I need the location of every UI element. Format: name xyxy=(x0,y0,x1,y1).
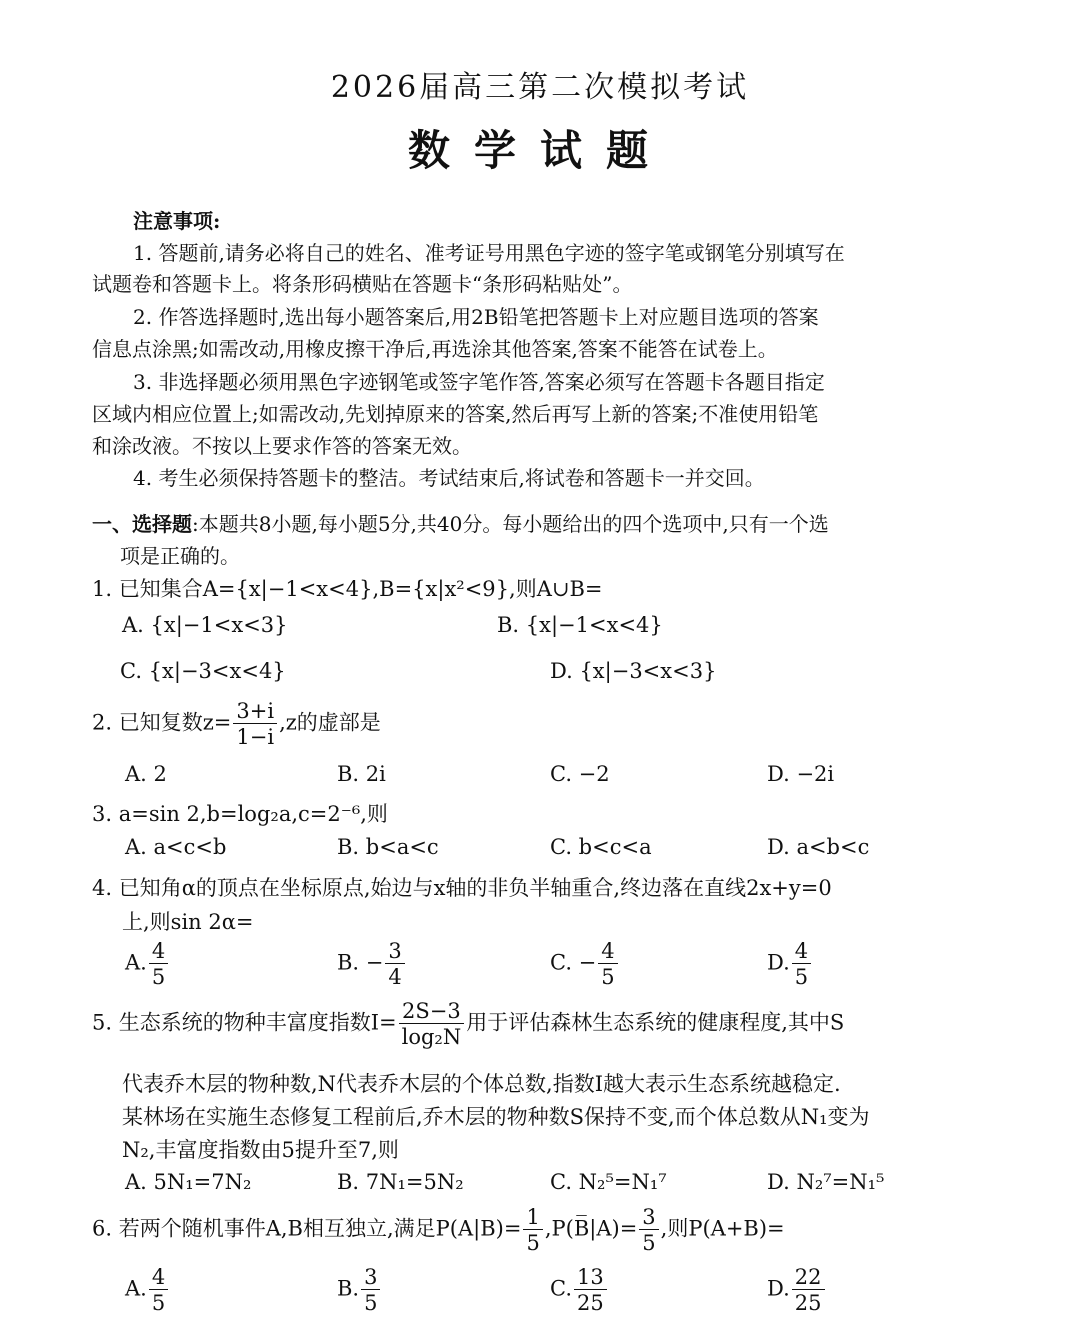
q4-option-c-den: 5 xyxy=(601,965,615,990)
q3-option-c: C. b<c<a xyxy=(550,835,652,859)
q4-option-b-label: B. − xyxy=(337,950,384,975)
exam-title: 2026届高三第二次模拟考试 xyxy=(330,70,750,105)
q4-option-c-fraction xyxy=(598,940,617,988)
q5-denominator: log₂N xyxy=(401,1025,462,1050)
note-1-line-2: 试题卷和答题卡上。将条形码横贴在答题卡“条形码粘贴处”。 xyxy=(92,272,633,296)
q6-option-c-den: 25 xyxy=(577,1291,604,1316)
q6-option-c-label: C. xyxy=(550,1276,572,1301)
q5-stem-line-2: 代表乔木层的物种数,N代表乔木层的个体总数,指数I越大表示生态系统越稳定. xyxy=(122,1072,841,1096)
q2-fraction xyxy=(233,700,277,748)
q1-option-d: D. {x|−3<x<3} xyxy=(550,659,717,683)
q4-option-d-fraction xyxy=(792,940,811,988)
section-1-label: 一、选择题 xyxy=(92,512,192,536)
q1-stem: 1. 已知集合A={x|−1<x<4},B={x|x²<9},则A∪B= xyxy=(92,577,603,601)
q6-fraction-2-den: 5 xyxy=(642,1231,656,1256)
q4-option-b xyxy=(337,940,407,988)
q5-stem-line-3: 某林场在实施生态修复工程前后,乔木层的物种数S保持不变,而个体总数从N₁变为 xyxy=(122,1105,870,1129)
q4-option-d-num: 4 xyxy=(792,940,811,964)
q2-denominator: 1−i xyxy=(236,725,275,750)
q6-option-d-fraction xyxy=(792,1266,825,1314)
section-1-line-2: 项是正确的。 xyxy=(120,544,240,568)
q6-mid: ,P(B̅|A)= xyxy=(544,1216,638,1241)
q2-numerator: 3+i xyxy=(233,700,277,724)
q6-tail: ,则P(A+B)= xyxy=(660,1216,785,1241)
q6-option-c-num: 13 xyxy=(574,1266,607,1290)
note-2-line-2: 信息点涂黑;如需改动,用橡皮擦干净后,再选涂其他答案,答案不能答在试卷上。 xyxy=(92,337,778,361)
q5-option-c: C. N₂⁵=N₁⁷ xyxy=(550,1170,667,1194)
q1-option-b: B. {x|−1<x<4} xyxy=(497,613,663,637)
note-2-line-1: 2. 作答选择题时,选出每小题答案后,用2B铅笔把答题卡上对应题目选项的答案 xyxy=(133,305,819,329)
q6-option-c-fraction xyxy=(574,1266,607,1314)
q5-option-d: D. N₂⁷=N₁⁵ xyxy=(767,1170,885,1194)
q4-option-b-num: 3 xyxy=(385,940,404,964)
q4-option-b-den: 4 xyxy=(388,965,402,990)
q2-option-b: B. 2i xyxy=(337,762,386,786)
q4-option-c-num: 4 xyxy=(598,940,617,964)
q6-fraction-1 xyxy=(523,1206,542,1254)
q5-option-b: B. 7N₁=5N₂ xyxy=(337,1170,464,1194)
q4-option-a xyxy=(125,940,170,988)
subject-title: 数学试题 xyxy=(407,126,672,175)
q4-option-a-den: 5 xyxy=(151,965,166,990)
q3-option-a: A. a<c<b xyxy=(125,835,227,859)
q2-lead: 2. 已知复数z= xyxy=(92,710,232,735)
q6-option-b xyxy=(337,1266,382,1314)
q4-stem-line-1: 4. 已知角α的顶点在坐标原点,始边与x轴的非负半轴重合,终边落在直线2x+y=0 xyxy=(92,876,832,900)
q6-option-a xyxy=(125,1266,170,1314)
q6-fraction-1-den: 5 xyxy=(526,1231,540,1256)
note-3-line-1: 3. 非选择题必须用黑色字迹钢笔或签字笔作答,答案必须写在答题卡各题目指定 xyxy=(133,370,825,394)
q6-option-a-num: 4 xyxy=(149,1266,168,1290)
q4-option-c-label: C. − xyxy=(550,950,597,975)
q5-stem-line-4: N₂,丰富度指数由5提升至7,则 xyxy=(122,1138,399,1162)
q6-option-b-den: 5 xyxy=(364,1291,378,1316)
note-1-line-1: 1. 答题前,请务必将自己的姓名、准考证号用黑色字迹的签字笔或钢笔分别填写在 xyxy=(133,241,845,265)
q5-option-a: A. 5N₁=7N₂ xyxy=(125,1170,252,1194)
q4-option-d-label: D. xyxy=(767,950,790,975)
q2-tail: ,z的虚部是 xyxy=(279,710,381,735)
q6-stem xyxy=(92,1206,785,1254)
note-3-line-2: 区域内相应位置上;如需改动,先划掉原来的答案,然后再写上新的答案;不准使用铅笔 xyxy=(92,402,819,426)
q3-stem: 3. a=sin 2,b=log₂a,c=2⁻⁶,则 xyxy=(92,802,388,826)
q5-stem-line-1 xyxy=(92,1000,844,1048)
q6-option-a-fraction xyxy=(149,1266,168,1314)
q2-option-a: A. 2 xyxy=(125,762,167,786)
q4-option-a-num: 4 xyxy=(149,940,168,964)
q2-option-c: C. −2 xyxy=(550,762,610,786)
q3-option-b: B. b<a<c xyxy=(337,835,439,859)
q6-option-d-num: 22 xyxy=(792,1266,825,1290)
q4-option-d-den: 5 xyxy=(794,965,809,990)
q4-option-a-fraction xyxy=(149,940,168,988)
q4-option-d xyxy=(767,940,813,988)
section-1-line-1 xyxy=(92,508,829,537)
q6-fraction-2 xyxy=(639,1206,658,1254)
q6-fraction-1-num: 1 xyxy=(523,1206,542,1230)
q6-option-b-label: B. xyxy=(337,1276,360,1301)
q6-option-c xyxy=(550,1266,609,1314)
note-3-line-3: 和涂改液。不按以上要求作答的答案无效。 xyxy=(92,434,472,458)
q4-stem-line-2: 上,则sin 2α= xyxy=(122,910,254,934)
q2-option-d: D. −2i xyxy=(767,762,835,786)
section-1-desc: :本题共8小题,每小题5分,共40分。每小题给出的四个选项中,只有一个选 xyxy=(192,512,829,536)
q5-numerator: 2S−3 xyxy=(399,1000,464,1024)
q1-option-a: A. {x|−1<x<3} xyxy=(122,613,288,637)
q6-option-d-label: D. xyxy=(767,1276,790,1301)
q1-option-c: C. {x|−3<x<4} xyxy=(120,659,286,683)
q6-fraction-2-num: 3 xyxy=(639,1206,658,1230)
note-4: 4. 考生必须保持答题卡的整洁。考试结束后,将试卷和答题卡一并交回。 xyxy=(133,466,765,490)
q2-stem xyxy=(92,700,381,748)
q6-option-d-den: 25 xyxy=(794,1291,822,1316)
q6-lead: 6. 若两个随机事件A,B相互独立,满足P(A|B)= xyxy=(92,1216,522,1241)
q6-option-a-den: 5 xyxy=(151,1291,166,1316)
q5-tail: 用于评估森林生态系统的健康程度,其中S xyxy=(466,1010,845,1035)
q4-option-a-label: A. xyxy=(125,950,147,975)
q5-lead: 5. 生态系统的物种丰富度指数I= xyxy=(92,1010,397,1035)
q4-option-c xyxy=(550,940,620,988)
q6-option-d xyxy=(767,1266,827,1314)
notes-heading: 注意事项: xyxy=(133,209,221,233)
q6-option-b-fraction xyxy=(361,1266,380,1314)
q4-option-b-fraction xyxy=(385,940,404,988)
q3-option-d: D. a<b<c xyxy=(767,835,870,859)
q5-fraction xyxy=(399,1000,465,1048)
q6-option-a-label: A. xyxy=(125,1276,147,1301)
q6-option-b-num: 3 xyxy=(361,1266,380,1290)
